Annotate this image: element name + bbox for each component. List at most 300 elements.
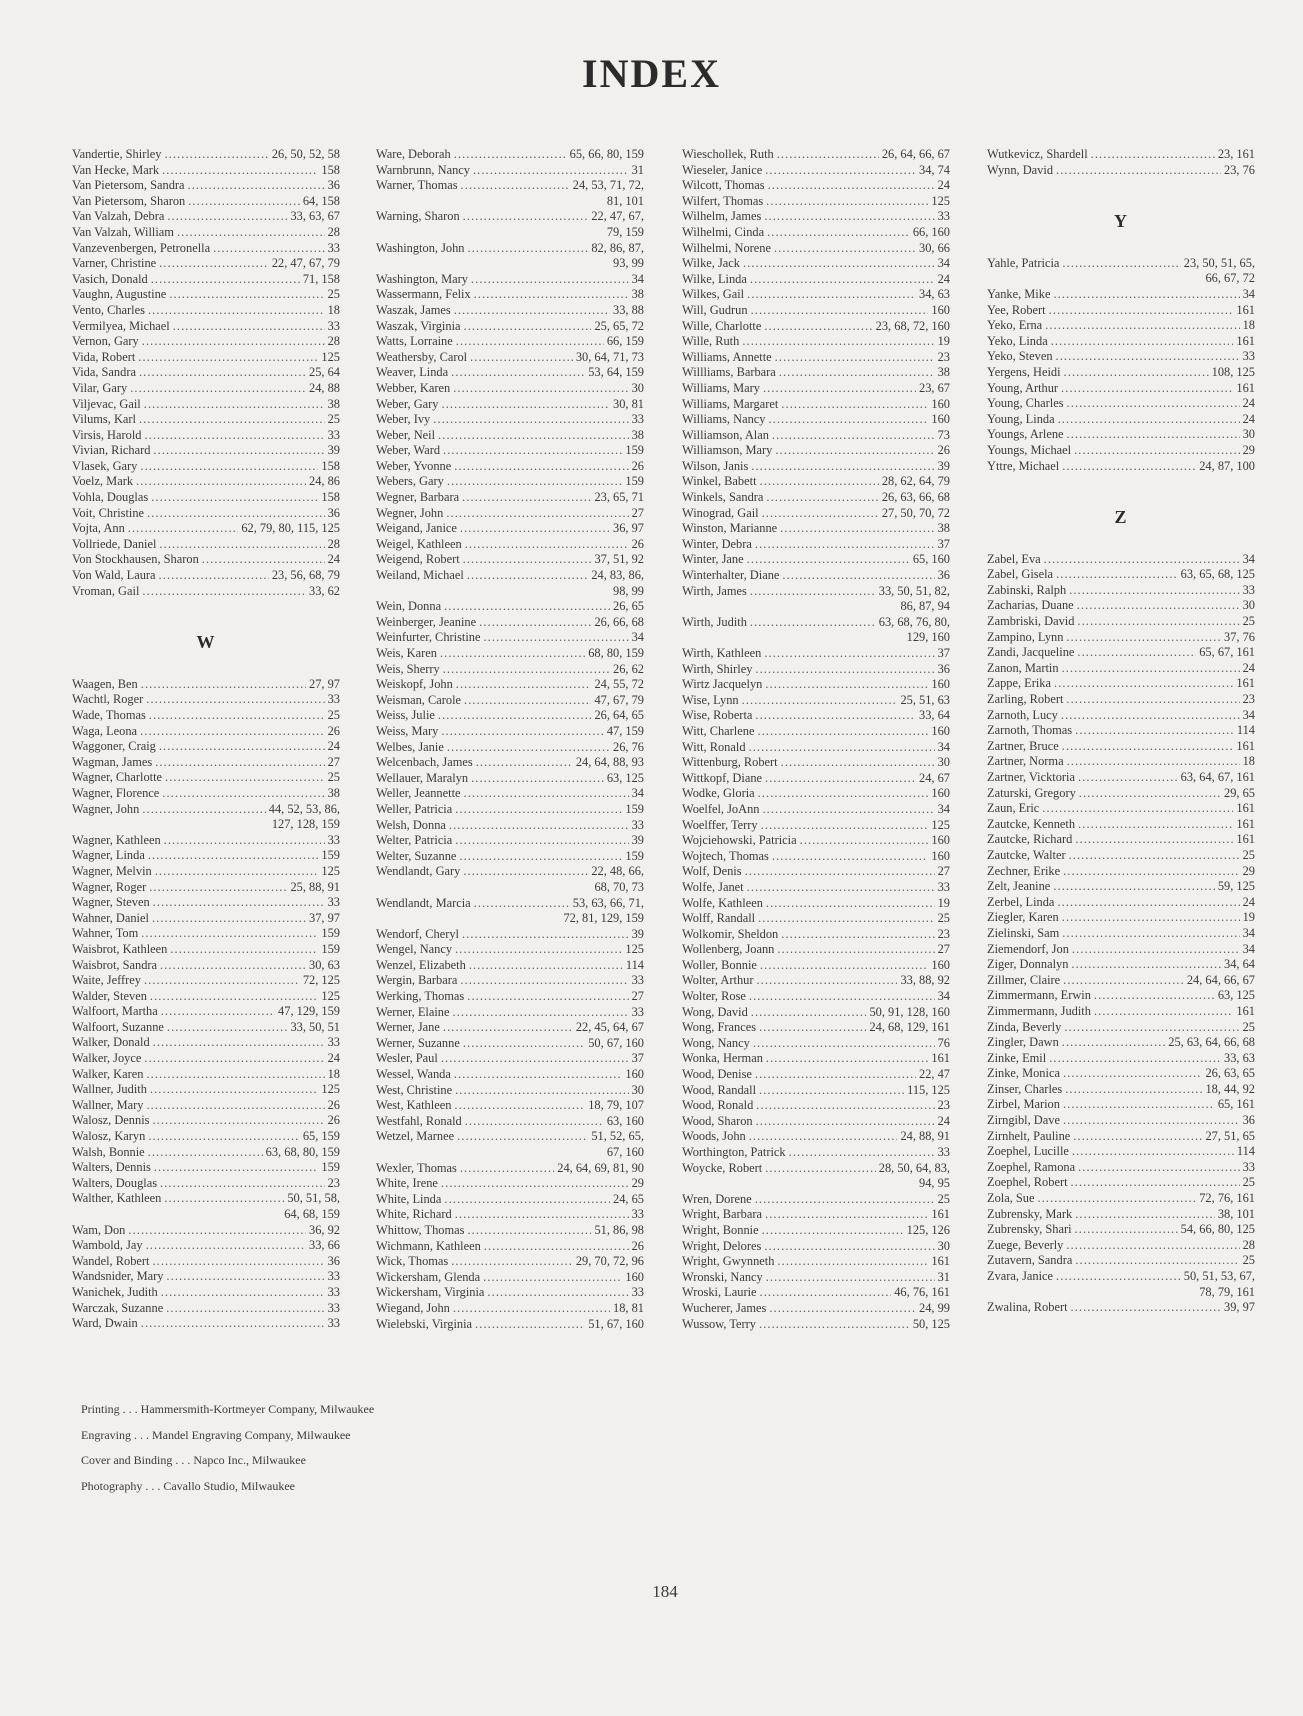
index-entry <box>376 490 644 506</box>
index-entry <box>72 739 340 755</box>
entry-name: Woller, Bonnie <box>682 957 757 972</box>
dot-leader <box>764 209 934 225</box>
entry-pages: 27 <box>327 754 340 769</box>
entry-name: Wilhelmi, Cinda <box>682 224 765 239</box>
entry-pages: 160 <box>931 957 950 972</box>
index-entry <box>987 817 1255 833</box>
dot-leader <box>144 973 300 989</box>
section-letter-y: Y <box>1114 211 1128 232</box>
dot-leader <box>749 989 935 1005</box>
entry-name: Von Stockhausen, Sharon <box>72 552 199 567</box>
entry-name: Zartner, Norma <box>987 754 1064 769</box>
index-entry <box>987 786 1255 802</box>
entry-pages: 26, 50, 52, 58 <box>271 147 340 161</box>
entry-name: Zappe, Erika <box>987 676 1051 691</box>
entry-pages: 26 <box>631 536 644 551</box>
dot-leader <box>460 521 610 537</box>
entry-name: Wengel, Nancy <box>376 942 453 957</box>
index-entry <box>682 443 950 459</box>
entry-name: Waagen, Ben <box>72 676 138 691</box>
entry-name: Wachtl, Roger <box>72 692 144 707</box>
dot-leader <box>765 1207 928 1223</box>
index-entry <box>72 1285 340 1301</box>
entry-name: Zautcke, Kenneth <box>987 816 1076 831</box>
entry-name: White, Irene <box>376 1176 438 1191</box>
entry-pages: 23, 68, 72, 160 <box>875 318 950 333</box>
entry-name: Weber, Neil <box>376 427 436 442</box>
entry-name: Worthington, Patrick <box>682 1145 786 1159</box>
entry-name: Zinke, Monica <box>987 1066 1060 1081</box>
entry-name: Weisman, Carole <box>376 692 462 707</box>
entry-name: Young, Arthur <box>987 380 1059 395</box>
dot-leader <box>1049 1051 1221 1067</box>
entry-pages: 76 <box>937 1035 950 1050</box>
dot-leader <box>146 1098 324 1114</box>
dot-leader <box>441 1051 629 1067</box>
entry-pages: 51, 67, 160 <box>588 1316 644 1331</box>
entry-name: Zampino, Lynn <box>987 629 1064 644</box>
index-entry <box>682 1098 950 1114</box>
entry-pages: 25 <box>1242 1175 1255 1190</box>
dot-leader <box>1079 786 1221 802</box>
dot-leader <box>1056 1269 1181 1285</box>
index-entry <box>376 521 644 537</box>
entry-name: Williams, Mary <box>682 380 760 395</box>
index-entry <box>987 1222 1255 1238</box>
index-entry <box>72 880 340 896</box>
entry-pages: 25 <box>1242 614 1255 629</box>
index-entry <box>987 552 1255 568</box>
entry-name: Weber, Yvonne <box>376 458 452 473</box>
index-entry <box>682 334 950 350</box>
dot-leader <box>747 552 910 568</box>
entry-pages: 39 <box>631 926 644 941</box>
entry-pages: 33 <box>631 1285 644 1300</box>
entry-pages: 24, 65 <box>613 1191 644 1206</box>
entry-pages: 33 <box>1242 349 1255 364</box>
entry-name: Zinser, Charles <box>987 1081 1063 1096</box>
dot-leader <box>800 833 929 849</box>
entry-name: Wick, Thomas <box>376 1254 449 1269</box>
entry-pages: 26 <box>631 458 644 473</box>
entry-name: Wexler, Thomas <box>376 1160 457 1175</box>
dot-leader <box>1071 957 1221 973</box>
dot-leader <box>1057 895 1239 911</box>
dot-leader <box>1038 1191 1197 1207</box>
dot-leader <box>777 942 934 958</box>
entry-name: Voit, Christine <box>72 505 145 520</box>
entry-name: Wong, Nancy <box>682 1035 750 1050</box>
entry-name: Wendorf, Cheryl <box>376 926 459 941</box>
dot-leader <box>146 692 324 708</box>
dot-leader <box>483 630 628 646</box>
index-entry <box>682 506 950 522</box>
dot-leader <box>459 849 622 865</box>
entry-name: Walker, Joyce <box>72 1051 142 1066</box>
dot-leader <box>456 334 604 350</box>
entry-name: Williamson, Alan <box>682 427 769 442</box>
entry-pages: 38, 101 <box>1217 1206 1255 1221</box>
entry-name: Zabinski, Ralph <box>987 582 1067 597</box>
entry-pages: 23, 56, 68, 79 <box>271 568 340 583</box>
entry-pages: 98, 99 <box>613 583 644 598</box>
dot-leader <box>160 1176 325 1192</box>
dot-leader <box>755 708 916 724</box>
entry-pages: 47, 67, 79 <box>594 692 644 707</box>
dot-leader <box>764 646 934 662</box>
entry-pages: 50, 67, 160 <box>588 1035 644 1050</box>
entry-pages: 28 <box>1242 1237 1255 1252</box>
entry-pages: 33 <box>937 879 950 894</box>
entry-pages: 29 <box>1242 863 1255 878</box>
dot-leader <box>1061 381 1233 397</box>
dot-leader <box>146 1238 306 1254</box>
dot-leader <box>451 1254 573 1270</box>
entry-name: Wolter, Rose <box>682 989 746 1004</box>
index-entry <box>72 1067 340 1083</box>
dot-leader <box>144 397 325 413</box>
entry-name: Wolter, Arthur <box>682 973 754 988</box>
dot-leader <box>463 1036 585 1052</box>
index-entry <box>376 740 644 756</box>
dot-leader <box>765 677 928 693</box>
dot-leader <box>464 319 592 335</box>
entry-name: Walters, Dennis <box>72 1160 151 1175</box>
entry-name: Vlasek, Gary <box>72 458 138 473</box>
index-entry <box>682 178 950 194</box>
entry-pages: 33, 50, 51, 82, <box>878 583 950 598</box>
dot-leader <box>1066 1238 1239 1254</box>
entry-pages: 25 <box>327 770 340 785</box>
dot-leader <box>464 693 591 709</box>
dot-leader <box>774 241 916 257</box>
dot-leader <box>1078 1160 1240 1176</box>
index-entry <box>376 599 644 615</box>
dot-leader <box>128 1223 306 1239</box>
index-entry <box>72 459 340 475</box>
entry-name: Yeko, Linda <box>987 333 1048 348</box>
index-entry <box>376 147 644 163</box>
index-entry <box>72 521 340 537</box>
dot-leader <box>443 443 622 459</box>
index-entry <box>987 1207 1255 1223</box>
entry-pages: 125 <box>321 1082 340 1097</box>
index-entry <box>682 1083 950 1099</box>
entry-pages: 22, 48, 66, <box>591 864 644 879</box>
index-entry <box>682 973 950 989</box>
index-entry-continuation <box>682 599 950 615</box>
entry-name: Zielinski, Sam <box>987 925 1060 940</box>
index-entry <box>682 397 950 413</box>
dot-leader <box>146 1067 324 1083</box>
entry-pages: 25, 51, 63 <box>900 692 950 707</box>
dot-leader <box>1063 973 1184 989</box>
index-entry <box>72 412 340 428</box>
index-entry <box>987 1144 1255 1160</box>
index-entry <box>682 568 950 584</box>
entry-pages: 161 <box>1236 738 1255 753</box>
entry-name: Wittenburg, Robert <box>682 755 778 770</box>
index-entry <box>987 303 1255 319</box>
entry-pages: 33 <box>327 1284 340 1299</box>
entry-name: Van Valzah, William <box>72 224 174 239</box>
index-entry <box>72 194 340 210</box>
index-entry <box>376 771 644 787</box>
entry-pages: 28, 50, 64, 83, <box>878 1160 950 1175</box>
entry-name: Warner, Thomas <box>376 178 458 193</box>
dot-leader <box>1067 427 1240 443</box>
entry-name: Wergin, Barbara <box>376 973 458 988</box>
entry-name: Wilfert, Thomas <box>682 193 764 208</box>
entry-pages: 65, 161 <box>1217 1097 1255 1112</box>
entry-name: Van Valzah, Debra <box>72 209 165 224</box>
index-entry <box>72 303 340 319</box>
index-entry <box>72 178 340 194</box>
entry-pages: 37 <box>631 1051 644 1066</box>
index-entry <box>682 1207 950 1223</box>
index-entry <box>682 163 950 179</box>
entry-name: Wong, Frances <box>682 1020 757 1035</box>
dot-leader <box>1064 365 1209 381</box>
entry-pages: 30 <box>631 1082 644 1097</box>
entry-name: Winterhalter, Diane <box>682 568 780 583</box>
index-entry <box>682 225 950 241</box>
index-entry <box>72 1238 340 1254</box>
entry-name: Wagner, Linda <box>72 848 145 863</box>
entry-name: Wickersham, Virginia <box>376 1285 485 1300</box>
entry-name: White, Linda <box>376 1191 442 1206</box>
entry-pages: 24, 64, 69, 81, 90 <box>557 1160 644 1175</box>
entry-name: Zautcke, Richard <box>987 832 1073 847</box>
dot-leader <box>447 740 610 756</box>
entry-pages: 37 <box>937 646 950 660</box>
entry-pages: 24 <box>1242 660 1255 675</box>
dot-leader <box>473 163 629 179</box>
entry-name: Wassermann, Felix <box>376 287 471 302</box>
entry-name: Wussow, Terry <box>682 1316 756 1331</box>
index-entry <box>72 428 340 444</box>
index-entry <box>682 459 950 475</box>
dot-leader <box>757 724 928 740</box>
index-entry <box>376 1223 644 1239</box>
entry-name: Wilke, Jack <box>682 256 740 271</box>
dot-leader <box>1078 770 1178 786</box>
entry-pages: 24, 68, 129, 161 <box>869 1020 950 1035</box>
entry-pages: 161 <box>931 1051 950 1066</box>
dot-leader <box>1069 583 1239 599</box>
index-entry <box>376 802 644 818</box>
index-entry <box>72 1113 340 1129</box>
entry-pages: 72, 125 <box>302 973 340 988</box>
index-entry <box>376 350 644 366</box>
index-entry <box>682 802 950 818</box>
entry-name: Vollriede, Daniel <box>72 536 157 551</box>
entry-name: Wade, Thomas <box>72 708 146 722</box>
entry-pages: 26, 63, 66, 68 <box>881 490 950 505</box>
dot-leader <box>438 708 592 724</box>
entry-name: Walters, Douglas <box>72 1175 158 1190</box>
dot-leader <box>468 241 589 257</box>
entry-name: Zerbel, Linda <box>987 894 1055 909</box>
entry-pages: 160 <box>625 1269 644 1284</box>
entry-name: Vohla, Douglas <box>72 490 149 505</box>
index-entry <box>987 583 1255 599</box>
dot-leader <box>750 615 876 631</box>
index-entry <box>72 381 340 397</box>
index-entry <box>376 708 644 724</box>
index-entry <box>72 786 340 802</box>
entry-name: Whittow, Thomas <box>376 1222 465 1237</box>
dot-leader <box>148 1129 300 1145</box>
entry-name: Vivian, Richard <box>72 443 151 458</box>
entry-pages: 33, 63, 67 <box>290 209 340 224</box>
index-entry <box>72 209 340 225</box>
entry-pages: 94, 95 <box>919 1176 950 1191</box>
index-entry <box>682 1005 950 1021</box>
entry-pages: 27 <box>937 864 950 879</box>
entry-name: Von Wald, Laura <box>72 568 156 583</box>
index-entry <box>376 958 644 974</box>
entry-pages: 65, 159 <box>302 1129 340 1144</box>
index-entry <box>682 256 950 272</box>
dot-leader <box>1069 848 1240 864</box>
entry-name: West, Christine <box>376 1082 453 1097</box>
entry-name: Wahner, Tom <box>72 926 139 941</box>
dot-leader <box>151 490 318 506</box>
dot-leader <box>167 1020 288 1036</box>
index-entry <box>682 911 950 927</box>
entry-pages: 30 <box>937 755 950 770</box>
entry-name: Ziemendorf, Jon <box>987 941 1069 956</box>
entry-pages: 19 <box>1242 910 1255 925</box>
index-entry <box>376 552 644 568</box>
entry-pages: 23 <box>937 926 950 941</box>
entry-pages: 53, 64, 159 <box>588 365 644 380</box>
dot-leader <box>153 443 324 459</box>
dot-leader <box>438 428 629 444</box>
index-entry <box>376 319 644 335</box>
entry-name: Zillmer, Claire <box>987 972 1061 987</box>
dot-leader <box>141 926 318 942</box>
dot-leader <box>1058 412 1240 428</box>
index-entry <box>987 1113 1255 1129</box>
entry-name: Wellauer, Maralyn <box>376 770 469 785</box>
entry-name: Virsis, Harold <box>72 427 142 442</box>
entry-pages: 33 <box>937 1145 950 1159</box>
entry-pages: 71, 158 <box>302 271 340 286</box>
entry-pages: 18 <box>327 1066 340 1081</box>
dot-leader <box>756 1098 934 1114</box>
entry-name: Woycke, Robert <box>682 1160 763 1175</box>
entry-pages: 25 <box>327 287 340 302</box>
index-entry <box>72 350 340 366</box>
dot-leader <box>476 755 573 771</box>
entry-pages: 24, 64, 66, 67 <box>1186 972 1255 987</box>
entry-pages: 34 <box>937 801 950 816</box>
entry-name: Van Pietersom, Sandra <box>72 178 185 193</box>
entry-pages: 23, 161 <box>1217 147 1255 161</box>
entry-pages: 23 <box>1242 692 1255 707</box>
entry-name: Vilums, Karl <box>72 412 136 427</box>
dot-leader <box>159 537 324 553</box>
dot-leader <box>1075 1253 1239 1269</box>
section-letter-w: W <box>196 632 216 653</box>
entry-name: Wojtech, Thomas <box>682 848 769 863</box>
index-entry <box>72 1301 340 1317</box>
entry-pages: 161 <box>1236 333 1255 348</box>
credit-cover-binding: Cover and Binding . . . Napco Inc., Milwaukee <box>81 1453 306 1467</box>
dot-leader <box>1075 723 1234 739</box>
entry-name: Vanzevenbergen, Petronella <box>72 240 211 255</box>
index-entry <box>72 833 340 849</box>
entry-pages: 37, 51, 92 <box>594 552 644 567</box>
entry-pages: 37, 76 <box>1224 629 1255 644</box>
entry-name: Williamson, Mary <box>682 443 773 458</box>
entry-name: Waisbrot, Kathleen <box>72 941 168 956</box>
entry-name: Wenzel, Elizabeth <box>376 957 466 972</box>
dot-leader <box>777 147 879 163</box>
index-entry <box>376 864 644 880</box>
entry-pages: 159 <box>625 474 644 489</box>
entry-name: Winograd, Gail <box>682 505 759 520</box>
entry-pages: 26, 64, 65 <box>594 708 644 723</box>
dot-leader <box>188 178 325 194</box>
dot-leader <box>759 1317 910 1333</box>
dot-leader <box>751 303 929 319</box>
dot-leader <box>781 397 928 413</box>
dot-leader <box>759 1020 866 1036</box>
dot-leader <box>1042 801 1233 817</box>
entry-name: Wroski, Laurie <box>682 1285 757 1300</box>
entry-name: Zinda, Beverly <box>987 1019 1062 1034</box>
entry-pages: 129, 160 <box>906 630 950 645</box>
entry-pages: 47, 159 <box>606 723 644 738</box>
entry-pages: 50, 91, 128, 160 <box>869 1004 950 1019</box>
dot-leader <box>1075 832 1233 848</box>
index-entry <box>72 287 340 303</box>
dot-leader <box>453 1301 610 1317</box>
entry-pages: 19 <box>937 895 950 910</box>
entry-name: Walosz, Karyn <box>72 1129 146 1144</box>
entry-pages: 38 <box>631 287 644 302</box>
index-entry <box>987 381 1255 397</box>
entry-pages: 160 <box>931 677 950 692</box>
index-entry <box>376 662 644 678</box>
index-entry <box>682 1301 950 1317</box>
entry-name: Zinke, Emil <box>987 1050 1047 1065</box>
dot-leader <box>471 771 604 787</box>
dot-leader <box>433 412 628 428</box>
index-entry <box>376 287 644 303</box>
dot-leader <box>162 786 324 802</box>
index-entry <box>987 614 1255 630</box>
index-entry <box>376 1067 644 1083</box>
entry-pages: 36 <box>327 1253 340 1268</box>
index-entry <box>987 147 1255 163</box>
dot-leader <box>148 303 325 319</box>
entry-pages: 33 <box>1242 582 1255 597</box>
index-entry <box>682 287 950 303</box>
entry-pages: 64, 158 <box>302 193 340 208</box>
entry-pages: 47, 129, 159 <box>278 1004 340 1019</box>
entry-name: Walker, Karen <box>72 1066 144 1081</box>
dot-leader <box>1073 1129 1202 1145</box>
index-entry <box>376 1207 644 1223</box>
entry-name: Williams, Margaret <box>682 396 779 411</box>
page-title: INDEX <box>582 51 721 96</box>
index-entry <box>987 910 1255 926</box>
entry-pages: 79, 159 <box>606 224 644 239</box>
